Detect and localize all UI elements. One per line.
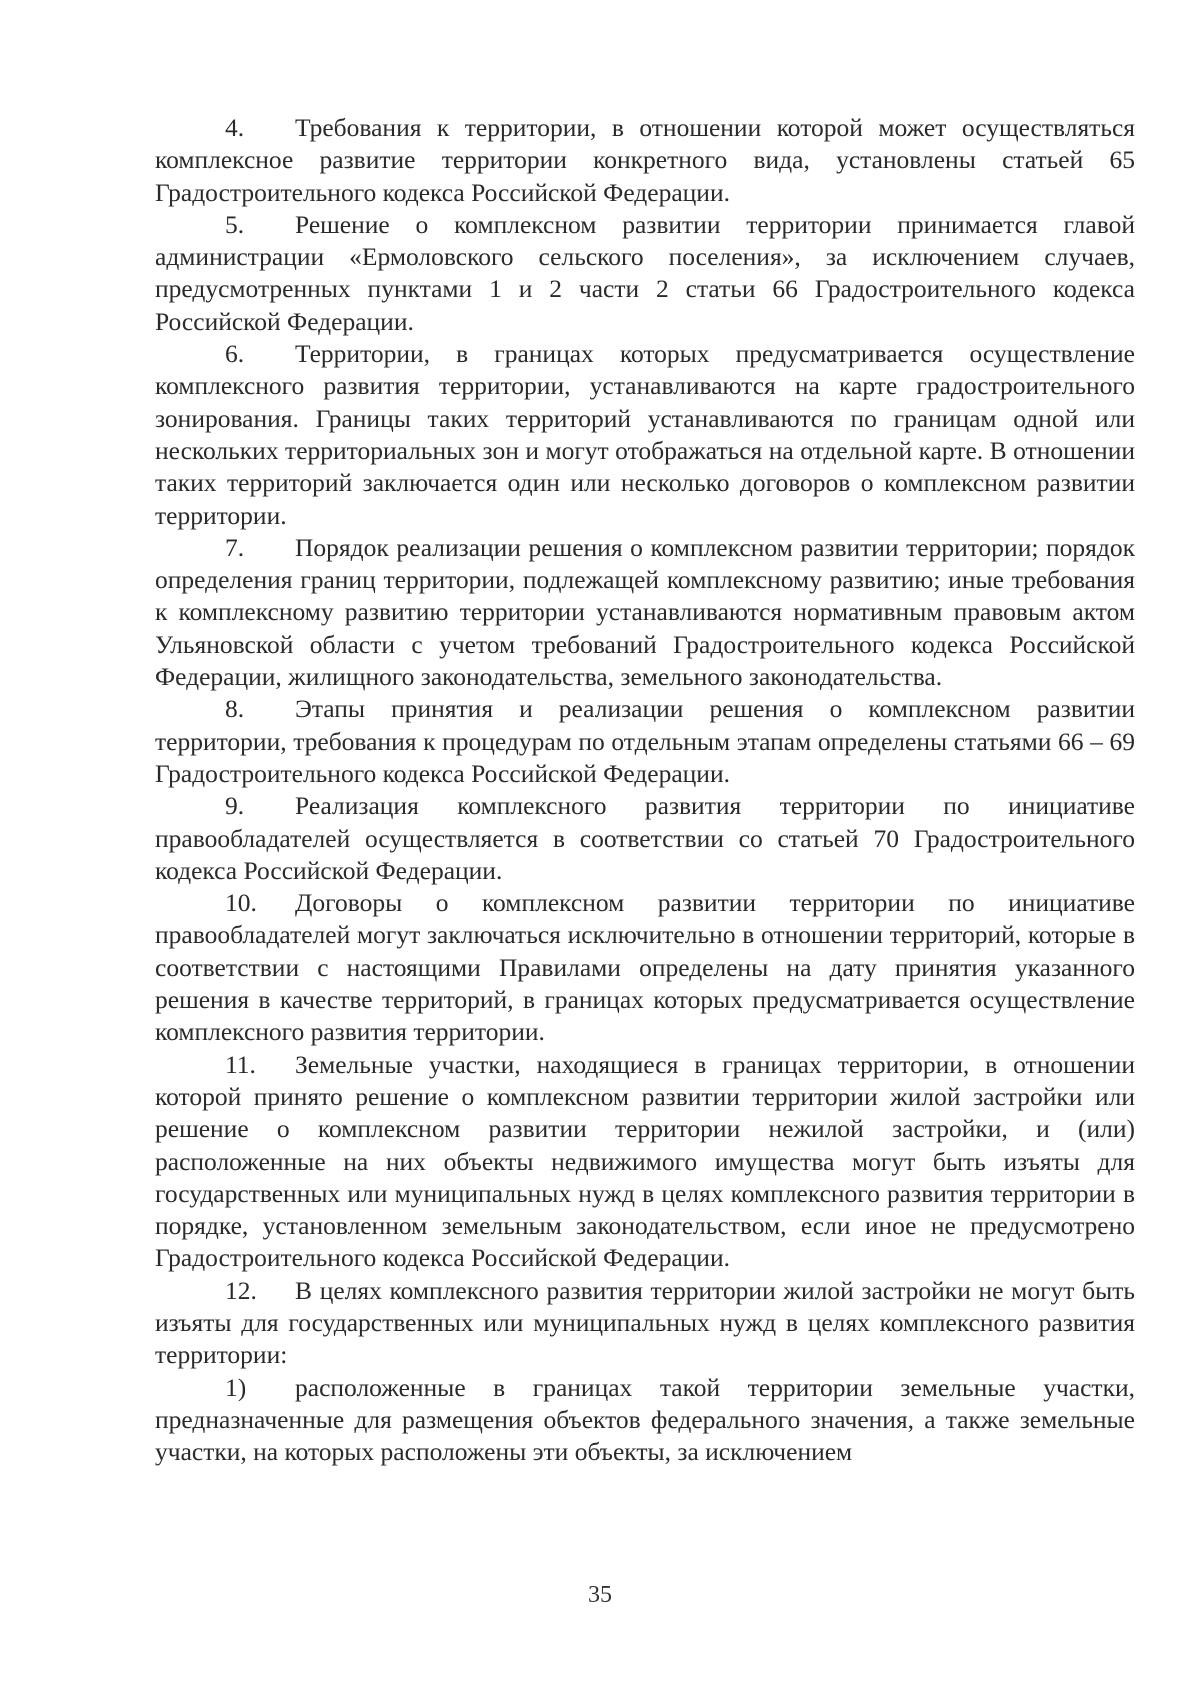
paragraph-number: 4. xyxy=(225,113,245,142)
paragraph-number: 11. xyxy=(225,1049,256,1079)
paragraph-10 xyxy=(155,887,1135,1048)
paragraph-11 xyxy=(155,1049,1135,1275)
paragraph-number: 6. xyxy=(225,339,245,369)
paragraph-number: 8. xyxy=(225,694,245,724)
paragraph-text: Территории, в границах которых предусматривается осуществление комплексного развития территории, устанавливаются на карте градостроительного зонирования. Границы таких территорий устанавливаются по границам одной или нескольких территориальных зон и могут отображаться на отдельной карте. В отношении таких территорий заключается один или несколько договоров о комплексном развитии территории. xyxy=(155,339,1135,530)
paragraph-number: 12. xyxy=(225,1275,257,1305)
paragraph-number: 7. xyxy=(225,532,245,562)
paragraph-text: Этапы принятия и реализации решения о комплексном развитии территории, требования к процедурам по отдельным этапам определены статьями 66 – 69 Градостроительного кодекса Российской Федерации. xyxy=(155,694,1135,788)
paragraph-text: Реализация комплексного развития территории по инициативе правообладателей осуществляется в соответствии со статьей 70 Градостроительного кодекса Российской Федерации. xyxy=(155,791,1135,885)
page-number: 35 xyxy=(588,1582,612,1608)
paragraph-text: Порядок реализации решения о комплексном развитии территории; порядок определения границ территории, подлежащей комплексному развитию; иные требования к комплексному развитию территории устанавливаются нормативным правовым актом Ульяновской области с учетом требований Градостроительного кодекса Российской Федерации, жилищного законодательства, земельного законодательства. xyxy=(155,532,1135,692)
paragraph-text: Решение о комплексном развитии территории принимается главой администрации «Ермоловского сельского поселения», за исключением случаев, предусмотренных пунктами 1 и 2 части 2 статьи 66 Градостроительного кодекса Российской Федерации. xyxy=(155,209,1135,336)
paragraph-number: 10. xyxy=(225,888,257,918)
sub-item-text: расположенные в границах такой территории земельные участки, предназначенные для размещения объектов федерального значения, а также земельные участки, на которых расположены эти объекты, за исключением xyxy=(155,1372,1135,1467)
sub-item-number: 1) xyxy=(225,1372,247,1402)
paragraph-number: 9. xyxy=(225,791,245,821)
paragraph-number: 5. xyxy=(225,209,245,239)
document-body xyxy=(155,112,1135,1468)
paragraph-text: В целях комплексного развития территории жилой застройки не могут быть изъяты для государственных или муниципальных нужд в целях комплексного развития территории: xyxy=(155,1275,1135,1370)
paragraph-text: Договоры о комплексном развитии территории по инициативе правообладателей могут заключаться исключительно в отношении территорий, которые в соответствии с настоящими Правилами определены на дату принятия указанного решения в качестве территорий, в границах которых предусматривается осуществление комплексного развития территории. xyxy=(155,888,1135,1047)
paragraph-9 xyxy=(155,790,1135,887)
paragraph-7 xyxy=(155,532,1135,693)
paragraph-text: Земельные участки, находящиеся в границах территории, в отношении которой принято решение о комплексном развитии территории жилой застройки или решение о комплексном развитии территории нежилой застройки, и (или) расположенные на них объекты недвижимого имущества могут быть изъяты для государственных или муниципальных нужд в целях комплексного развития территории в порядке, установленном земельным законодательством, если иное не предусмотрено Градостроительного кодекса Российской Федерации. xyxy=(155,1049,1135,1273)
paragraph-6 xyxy=(155,338,1135,532)
paragraph-5 xyxy=(155,209,1135,338)
sub-item-1 xyxy=(155,1372,1135,1469)
paragraph-8 xyxy=(155,693,1135,790)
paragraph-text: Требования к территории, в отношении которой может осуществляться комплексное развитие территории конкретного вида, установлены статьей 65 Градостроительного кодекса Российской Федерации. xyxy=(155,113,1135,207)
paragraph-12 xyxy=(155,1275,1135,1372)
paragraph-4 xyxy=(155,112,1135,209)
